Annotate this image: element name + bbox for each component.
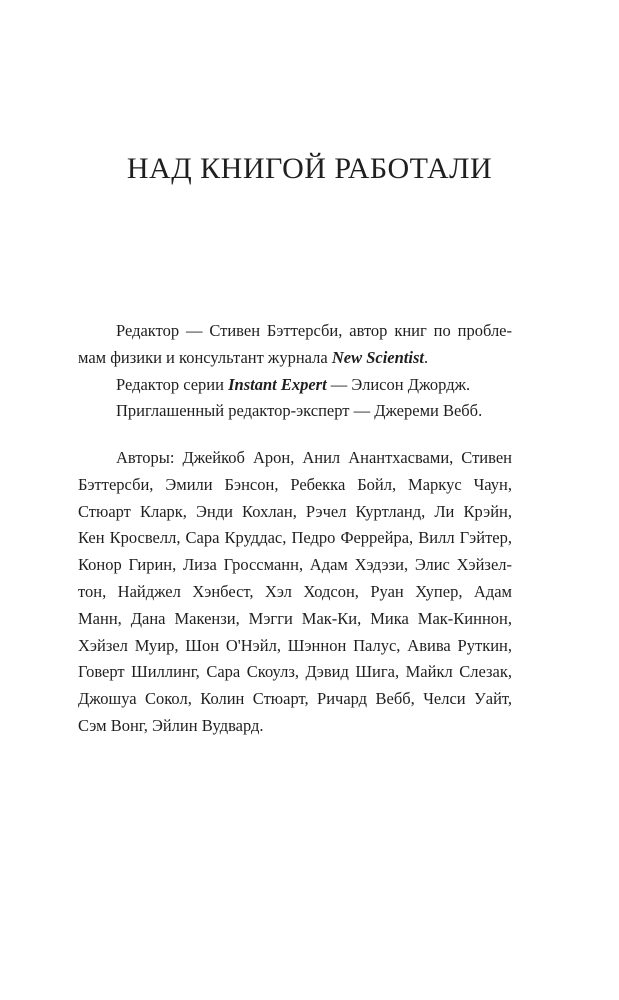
author-line: Манн, Дана Макензи, Мэгги Мак-Ки, Мика Мак-Киннон, [78, 608, 512, 628]
series-editor-line [78, 372, 512, 399]
author-line: тон, Найджел Хэнбест, Хэл Ходсон, Руан Хупер, Адам [78, 581, 512, 601]
editor-line-2-prefix: мам физики и консультант журнала [78, 347, 332, 367]
editor-line-2-suffix: . [423, 347, 429, 367]
page-title: НАД КНИГОЙ РАБОТАЛИ [126, 152, 493, 185]
editors-paragraph [78, 318, 512, 425]
editor-line-2 [78, 345, 512, 372]
author-line: Джошуа Сокол, Колин Стюарт, Ричард Вебб, Челси Уайт, [78, 689, 512, 709]
series-editor-prefix: Редактор серии [116, 374, 229, 394]
author-line: Хэйзел Муир, Шон О'Нэйл, Шэннон Палус, Авива Руткин, [78, 635, 512, 655]
author-line: Говерт Шиллинг, Сара Скоулз, Дэвид Шига, Майкл Слезак, [78, 662, 512, 682]
journal-name: New Scientist [331, 347, 424, 367]
author-line: Кен Кросвелл, Сара Круддас, Педро Феррейра, Вилл Гэйтер, [78, 528, 512, 548]
author-line: Сэм Вонг, Эйлин Вудвард. [78, 715, 264, 735]
author-line: Конор Гирин, Лиза Гроссманн, Адам Хэдэзи, Элис Хэйзел- [78, 555, 512, 575]
series-name: Instant Expert [228, 374, 327, 394]
author-line: Авторы: Джейкоб Арон, Анил Анантхасвами, Стивен [116, 448, 512, 467]
editor-line-1: Редактор — Стивен Бэттерсби, автор книг по пробле- [116, 321, 512, 340]
author-line: Бэттерсби, Эмили Бэнсон, Ребекка Бойл, Маркус Чаун, [78, 474, 512, 494]
guest-editor-line: Приглашенный редактор-эксперт — Джереми Вебб. [116, 401, 483, 421]
series-editor-suffix: — Элисон Джордж. [326, 374, 471, 394]
authors-paragraph [78, 445, 512, 740]
author-line: Стюарт Кларк, Энди Кохлан, Рэчел Куртланд, Ли Крэйн, [78, 501, 512, 521]
